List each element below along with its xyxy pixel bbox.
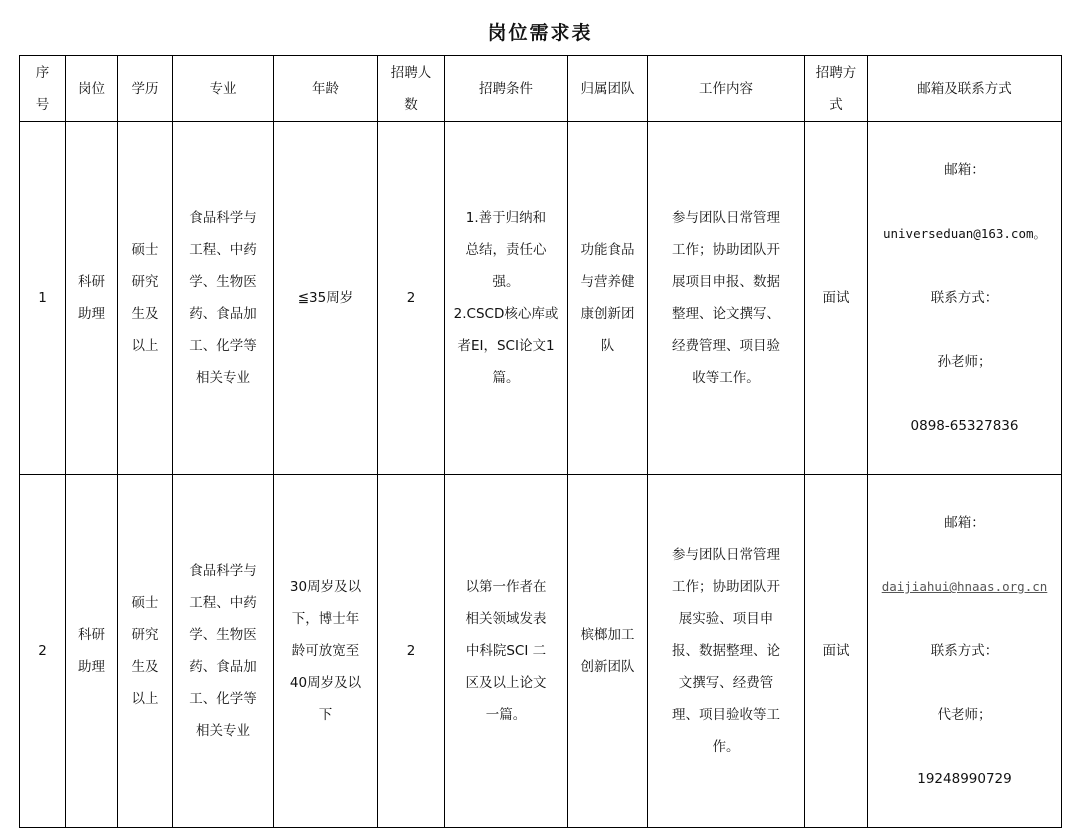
cell-contact xyxy=(868,122,1062,475)
phone-number: 0898-65327836 xyxy=(910,418,1019,434)
phone-number: 19248990729 xyxy=(917,771,1012,787)
cell-count: 2 xyxy=(378,122,445,475)
contact-label: 联系方式： xyxy=(930,643,999,659)
cell-method: 面试 xyxy=(805,122,868,475)
cell-education: 硕士 研究 生及 以上 xyxy=(118,122,173,475)
header-cell: 专业 xyxy=(173,56,274,122)
cell-education: 硕士 研究 生及 以上 xyxy=(118,475,173,828)
cell-major: 食品科学与 工程、中药 学、生物医 药、食品加 工、化学等 相关专业 xyxy=(173,475,274,828)
contact-person: 孙老师； xyxy=(937,354,992,370)
header-cell: 工作内容 xyxy=(648,56,805,122)
contact-person: 代老师； xyxy=(937,707,992,723)
header-cell: 招聘方 式 xyxy=(805,56,868,122)
table-header-row xyxy=(20,56,1062,122)
cell-conditions: 1.善于归纳和 总结，责任心 强。 2.CSCD核心库或 者EI，SCI论文1 篇。 xyxy=(445,122,568,475)
cell-age: 30周岁及以 下，博士年 龄可放宽至 40周岁及以 下 xyxy=(274,475,378,828)
page-title: 岗位需求表 xyxy=(487,22,593,44)
cell-position: 科研 助理 xyxy=(66,475,118,828)
header-cell: 招聘条件 xyxy=(445,56,568,122)
cell-count: 2 xyxy=(378,475,445,828)
header-cell: 学历 xyxy=(118,56,173,122)
cell-no: 1 xyxy=(20,122,66,475)
cell-conditions: 以第一作者在 相关领域发表 中科院SCI 二 区及以上论文 一篇。 xyxy=(445,475,568,828)
table-row xyxy=(20,475,1062,828)
cell-age: ≦35周岁 xyxy=(274,122,378,475)
table-row xyxy=(20,122,1062,475)
cell-major: 食品科学与 工程、中药 学、生物医 药、食品加 工、化学等 相关专业 xyxy=(173,122,274,475)
cell-no: 2 xyxy=(20,475,66,828)
email-label: 邮箱： xyxy=(944,162,985,178)
cell-work: 参与团队日常管理 工作；协助团队开 展实验、项目申 报、数据整理、论 文撰写、经费管 理、项目验收等工 作。 xyxy=(648,475,805,828)
cell-position: 科研 助理 xyxy=(66,122,118,475)
email-label: 邮箱： xyxy=(944,515,985,531)
header-cell: 归属团队 xyxy=(568,56,648,122)
cell-team: 槟榔加工 创新团队 xyxy=(568,475,648,828)
cell-team: 功能食品 与营养健 康创新团 队 xyxy=(568,122,648,475)
cell-contact xyxy=(868,475,1062,828)
header-cell: 邮箱及联系方式 xyxy=(868,56,1062,122)
email-address: universeduan@163.com。 xyxy=(882,226,1046,241)
contact-label: 联系方式： xyxy=(930,290,999,306)
header-cell: 序 号 xyxy=(20,56,66,122)
email-link[interactable]: daijiahui@hnaas.org.cn xyxy=(881,579,1048,594)
header-cell: 年龄 xyxy=(274,56,378,122)
cell-method: 面试 xyxy=(805,475,868,828)
header-cell: 招聘人 数 xyxy=(378,56,445,122)
cell-work: 参与团队日常管理 工作；协助团队开 展项目申报、数据 整理、论文撰写、 经费管理、项目验 收等工作。 xyxy=(648,122,805,475)
job-requirements-table xyxy=(19,55,1062,828)
header-cell: 岗位 xyxy=(66,56,118,122)
